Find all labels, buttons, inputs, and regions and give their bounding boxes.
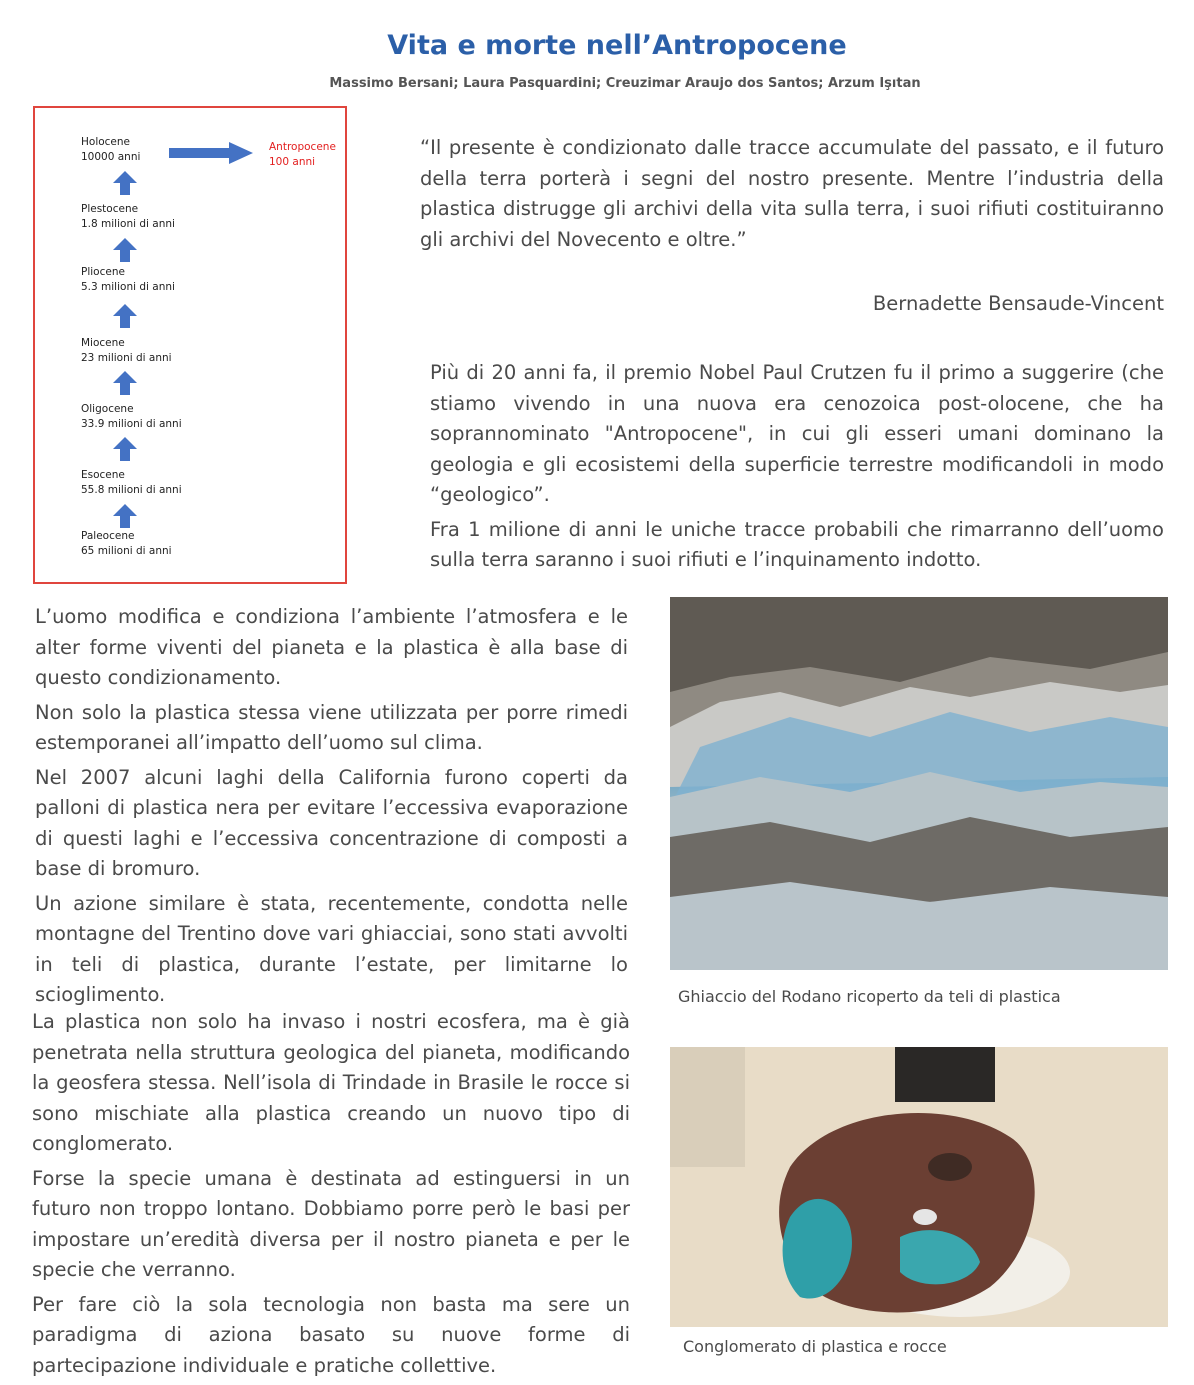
up-arrow-icon — [113, 437, 137, 461]
body-paragraph: Per fare ciò la sola tecnologia non basta ma sere un paradigma di aziona basato su nuove forme di partecipazione individuale e pratiche collettive. — [32, 1292, 630, 1377]
era-plestocene — [81, 202, 175, 232]
era-oligocene — [81, 402, 182, 432]
era-years: 10000 anni — [81, 151, 141, 163]
anthropocene-years: 100 anni — [269, 156, 316, 168]
era-years: 33.9 milioni di anni — [81, 418, 182, 430]
era-name: Pliocene — [81, 266, 125, 278]
right-arrow-icon — [169, 142, 253, 164]
conglomerate-photo — [670, 1047, 1168, 1327]
body-paragraph: L’uomo modifica e condiziona l’ambiente l’atmosfera e le alter forme viventi del pianeta e la plastica è alla base di questo condizionamento. — [35, 605, 628, 689]
intro-paragraph: Più di 20 anni fa, il premio Nobel Paul Crutzen fu il primo a suggerire (che stiamo vivendo in una nuova era cenozoica post-olocene, che ha soprannominato "Antropocene", in cui gli esseri umani dominano la geologia e gli ecosistemi della superficie terrestre modificandoli in modo “geologico”. — [430, 361, 1164, 506]
up-arrow-icon — [113, 304, 137, 328]
conglomerate-caption: Conglomerato di plastica e rocce — [683, 1337, 947, 1356]
era-anthropocene — [269, 140, 336, 170]
era-name: Paleocene — [81, 530, 135, 542]
body-paragraph: Nel 2007 alcuni laghi della California furono coperti da palloni di plastica nera per evitare l’eccessiva evaporazione di questi laghi e l’eccessiva concentrazione di composti a base di bromuro. — [35, 765, 628, 880]
era-years: 65 milioni di anni — [81, 545, 172, 557]
glacier-caption: Ghiaccio del Rodano ricoperto da teli di plastica — [678, 987, 1061, 1006]
body-paragraph: Un azione similare è stata, recentemente, condotta nelle montagne del Trentino dove vari ghiacciai, sono stati avvolti in teli di plastica, durante l’estate, per limitarne lo scioglimento. — [35, 891, 628, 1006]
up-arrow-icon — [113, 171, 137, 195]
era-years: 5.3 milioni di anni — [81, 281, 175, 293]
era-miocene — [81, 336, 172, 366]
intro-text — [430, 358, 1164, 580]
body-paragraph: Forse la specie umana è destinata ad estinguersi in un futuro non troppo lontano. Dobbiamo porre però le basi per impostare un’eredità diversa per il nostro pianeta e per le specie che verranno. — [32, 1166, 630, 1281]
era-years: 55.8 milioni di anni — [81, 484, 182, 496]
body-paragraph: La plastica non solo ha invaso i nostri ecosfera, ma è già penetrata nella struttura geologica del pianeta, modificando la geosfera stessa. Nell’isola di Trindade in Brasile le rocce si sono mischiate alla plastica creando un nuovo tipo di conglomerato. — [32, 1010, 630, 1155]
up-arrow-icon — [113, 504, 137, 528]
authors-line: Massimo Bersani; Laura Pasquardini; Creuzimar Araujo dos Santos; Arzum Işıtan — [329, 76, 921, 91]
era-pliocene — [81, 265, 175, 295]
page-title: Vita e morte nell’Antropocene — [387, 30, 847, 61]
era-years: 1.8 milioni di anni — [81, 218, 175, 230]
era-esocene — [81, 468, 182, 498]
epigraph-quote: “Il presente è condizionato dalle tracce accumulate del passato, e il futuro della terra porterà i segni del nostro presente. Mentre l’industria della plastica distrugge gli archivi della vita sulla terra, i suoi rifiuti costituiranno gli archivi del Novecento e oltre.” — [420, 136, 1164, 251]
era-years: 23 milioni di anni — [81, 352, 172, 364]
era-name: Esocene — [81, 469, 125, 481]
era-name: Oligocene — [81, 403, 134, 415]
era-paleocene — [81, 529, 172, 559]
up-arrow-icon — [113, 371, 137, 395]
era-holocene — [81, 135, 140, 165]
intro-paragraph: Fra 1 milione di anni le uniche tracce probabili che rimarranno dell’uomo sulla terra saranno i suoi rifiuti e l’inquinamento indotto. — [430, 517, 1164, 571]
anthropocene-name: Antropocene — [269, 141, 336, 153]
era-name: Plestocene — [81, 203, 139, 215]
body-column-1 — [35, 602, 628, 1015]
glacier-photo — [670, 597, 1168, 970]
body-paragraph: Non solo la plastica stessa viene utilizzata per porre rimedi estemporanei all’impatto dell’uomo sul clima. — [35, 700, 628, 754]
geologic-timeline — [33, 106, 347, 584]
era-name: Holocene — [81, 136, 131, 148]
era-name: Miocene — [81, 337, 125, 349]
body-column-2 — [32, 1007, 630, 1385]
up-arrow-icon — [113, 238, 137, 262]
quote-author: Bernadette Bensaude-Vincent — [872, 292, 1164, 315]
